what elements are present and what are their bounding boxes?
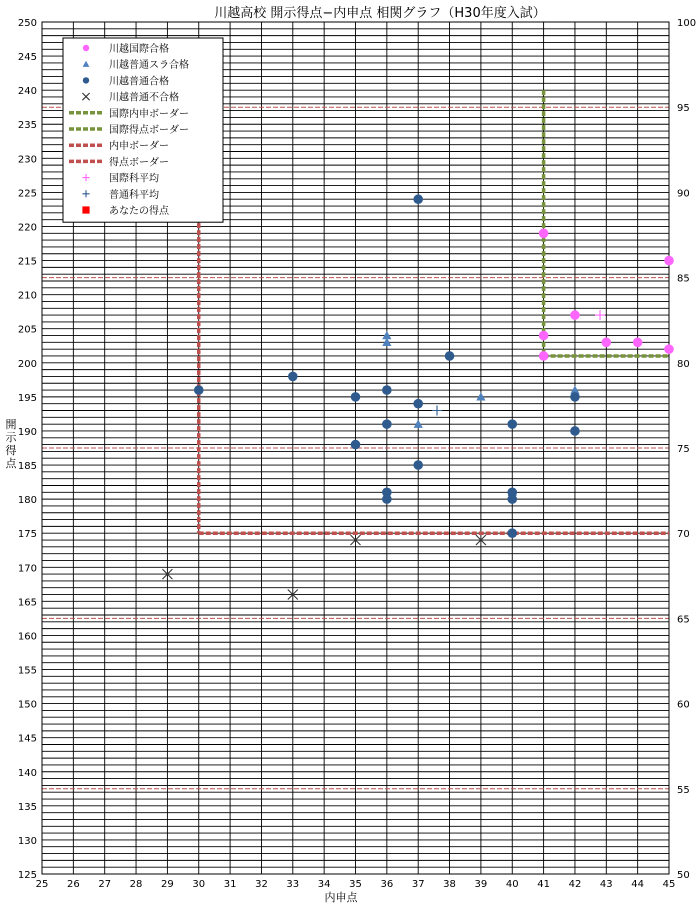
y2-tick-label: 85 (677, 273, 690, 285)
y-tick-label: 225 (17, 188, 37, 200)
y2-tick-label: 65 (677, 614, 690, 626)
x-tick-label: 27 (98, 879, 112, 890)
data-point (351, 392, 361, 402)
x-tick-label: 35 (349, 879, 362, 890)
data-point (194, 385, 204, 395)
x-tick-label: 40 (505, 879, 519, 890)
x-tick-label: 34 (317, 879, 331, 890)
data-point (382, 494, 392, 504)
y-tick-label: 250 (17, 18, 37, 29)
data-point (602, 338, 612, 348)
y-tick-label: 240 (17, 86, 37, 98)
data-point (507, 528, 517, 538)
data-point (539, 331, 549, 341)
legend-label: 川越普通不合格 (109, 92, 179, 104)
x-tick-label: 36 (380, 879, 394, 890)
y2-tick-label: 55 (677, 784, 690, 796)
y-tick-label: 195 (17, 392, 37, 404)
y2-tick-label: 75 (677, 444, 690, 455)
data-point (539, 228, 549, 238)
data-point (570, 392, 580, 402)
legend-label: 国際科平均 (109, 173, 159, 185)
legend-swatch (83, 45, 89, 51)
legend-label: 内申ボーダー (109, 141, 169, 153)
data-point (288, 372, 298, 382)
y-tick-label: 185 (17, 461, 37, 473)
y-tick-label: 155 (17, 665, 37, 677)
x-tick-label: 25 (35, 879, 49, 890)
y-tick-label: 190 (17, 426, 37, 438)
x-tick-label: 33 (286, 879, 300, 890)
x-tick-label: 45 (662, 879, 676, 890)
x-axis-ticks (36, 879, 676, 890)
data-point (382, 419, 392, 429)
x-tick-label: 44 (631, 879, 645, 890)
legend-label: 得点ボーダー (109, 157, 169, 169)
x-tick-label: 32 (255, 879, 268, 890)
y-tick-label: 215 (17, 256, 37, 268)
y2-tick-label: 50 (677, 870, 690, 881)
y-tick-label: 245 (17, 52, 37, 64)
y-tick-label: 140 (17, 767, 37, 779)
legend-label: 国際得点ボーダー (109, 125, 189, 136)
y-tick-label: 180 (17, 495, 37, 507)
data-point (413, 399, 423, 409)
y-tick-label: 220 (17, 222, 37, 234)
y-tick-label: 150 (17, 699, 37, 711)
data-point (633, 338, 643, 348)
legend-label: 川越国際合格 (109, 44, 169, 55)
data-point (664, 344, 674, 354)
y-tick-label: 175 (17, 529, 37, 541)
data-point (413, 194, 423, 204)
legend-label: 川越普通スラ合格 (109, 60, 189, 72)
y-tick-label: 235 (17, 120, 37, 132)
x-tick-label: 37 (411, 879, 425, 890)
y-tick-label: 230 (17, 154, 37, 166)
y-tick-label: 165 (17, 597, 37, 609)
data-point (507, 419, 517, 429)
data-point (445, 351, 455, 361)
y-tick-label: 145 (17, 733, 37, 745)
y-tick-label: 170 (17, 563, 37, 575)
legend-label: あなたの得点 (109, 206, 169, 217)
y2-tick-label: 60 (677, 699, 690, 711)
x-axis-label: 内申点 (324, 891, 358, 904)
data-point (539, 351, 549, 361)
y-tick-label: 160 (17, 631, 37, 643)
data-point (382, 385, 392, 395)
data-point (351, 440, 361, 450)
y-tick-label: 135 (17, 801, 37, 813)
y-tick-label: 210 (17, 290, 37, 302)
x-tick-label: 26 (66, 879, 80, 890)
x-tick-label: 38 (443, 879, 456, 890)
x-tick-label: 30 (192, 879, 206, 890)
chart-title: 川越高校 開示得点−内申点 相関グラフ（H30年度入試） (214, 6, 546, 21)
y2-tick-label: 70 (677, 529, 690, 541)
y2-tick-label: 80 (677, 358, 690, 370)
data-point (570, 310, 580, 320)
y-tick-label: 125 (17, 870, 37, 881)
legend-label: 普通科平均 (109, 189, 159, 201)
y-tick-label: 200 (17, 358, 37, 370)
legend-label: 国際内申ボーダー (109, 108, 189, 120)
y-tick-label: 205 (17, 324, 37, 336)
legend-swatch (82, 206, 89, 213)
x-tick-label: 41 (537, 879, 550, 890)
x-tick-label: 39 (474, 879, 488, 890)
x-tick-label: 42 (568, 879, 582, 890)
y-axis-label: 開示得点 (5, 418, 17, 470)
data-point (507, 494, 517, 504)
legend-label: 川越普通合格 (109, 76, 169, 88)
y2-tick-label: 100 (677, 18, 697, 29)
data-point (570, 426, 580, 436)
y-tick-label: 130 (17, 835, 37, 847)
x-tick-label: 31 (223, 879, 237, 890)
x-tick-label: 28 (129, 879, 143, 890)
x-tick-label: 43 (599, 879, 613, 890)
data-point (413, 460, 423, 470)
y2-tick-label: 90 (677, 188, 690, 200)
data-point (664, 256, 674, 266)
x-tick-label: 29 (161, 879, 174, 890)
legend-swatch (83, 77, 89, 83)
y2-tick-label: 95 (677, 103, 690, 115)
legend (63, 38, 223, 222)
